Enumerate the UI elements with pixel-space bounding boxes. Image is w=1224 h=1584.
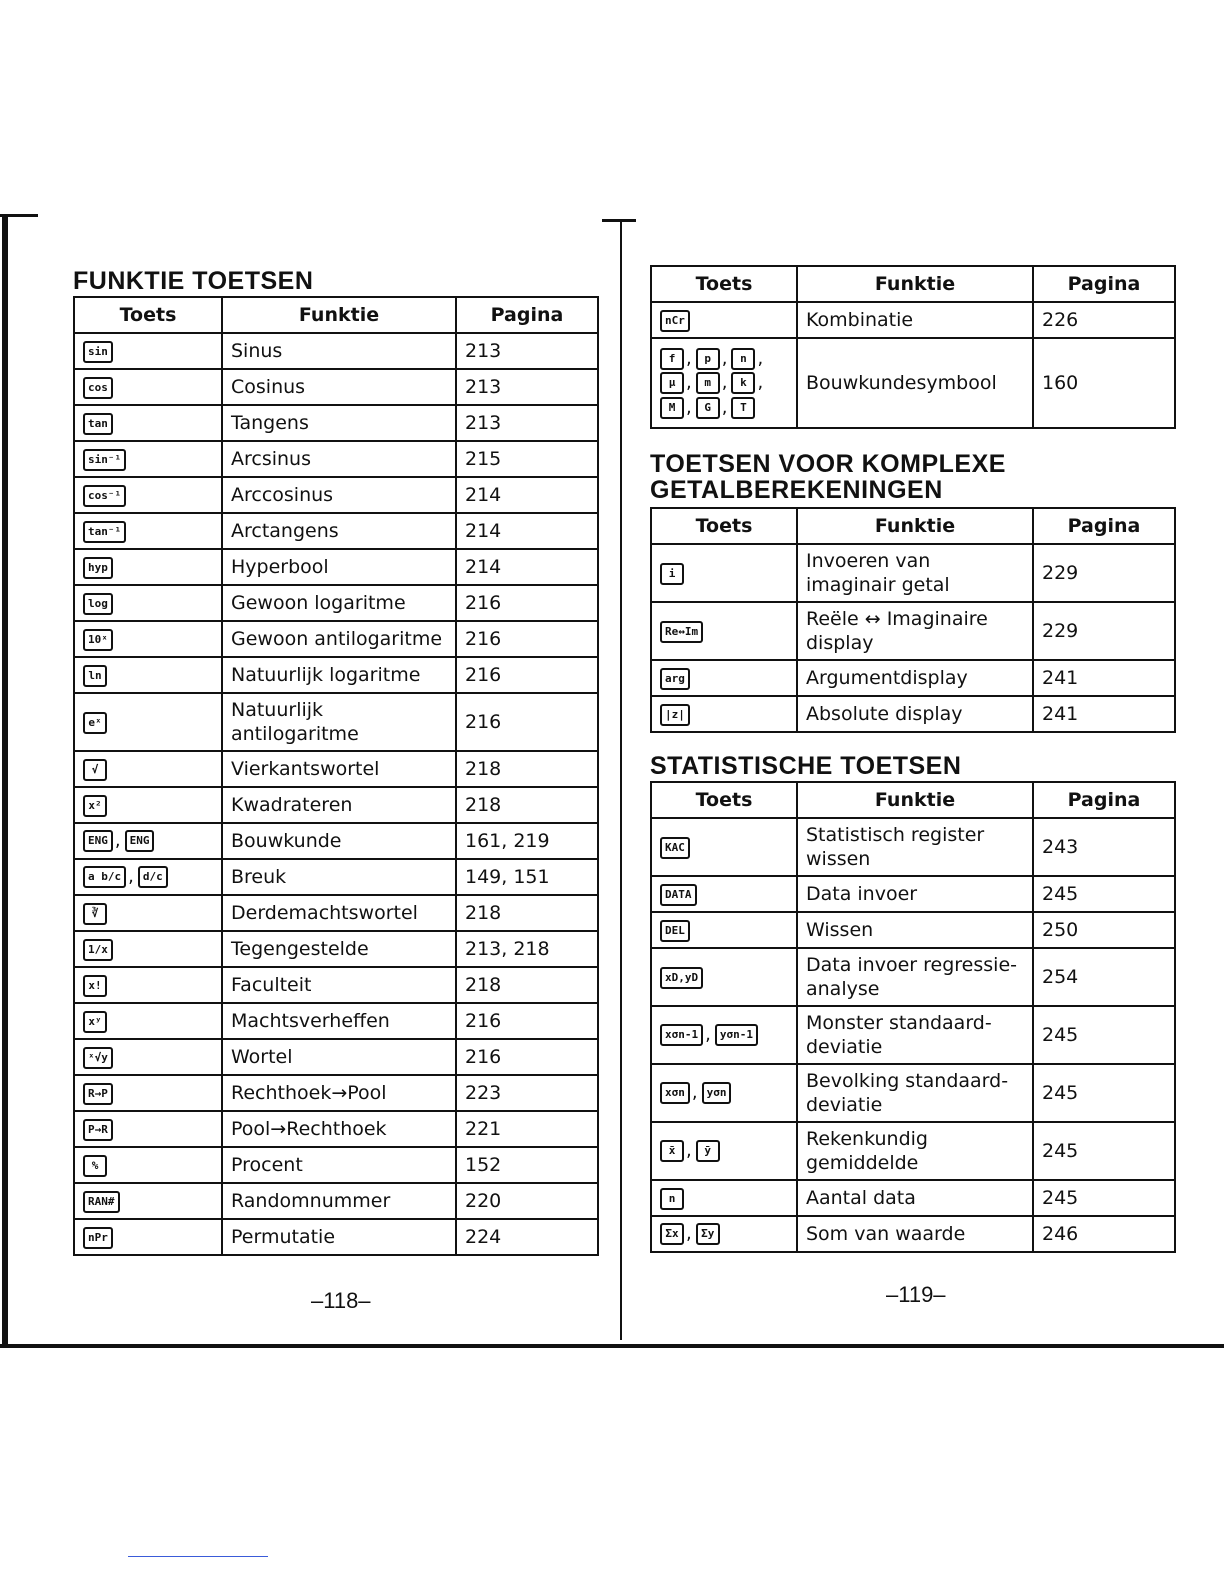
toets-cell xyxy=(651,602,797,660)
center-top-mark xyxy=(602,219,636,222)
calculator-key-icon: n xyxy=(731,348,755,370)
pagina-cell: 213 xyxy=(456,369,598,405)
funktie-cell: Permutatie xyxy=(222,1219,456,1255)
table-row xyxy=(651,302,1175,338)
toets-cell xyxy=(74,1219,222,1255)
funktie-cell: Faculteit xyxy=(222,967,456,1003)
toets-cell xyxy=(74,693,222,751)
funktie-cell: Kombinatie xyxy=(797,302,1033,338)
calculator-key-icon: x² xyxy=(83,795,107,817)
pagina-cell: 246 xyxy=(1033,1216,1175,1252)
toets-cell xyxy=(74,621,222,657)
pagina-cell: 214 xyxy=(456,513,598,549)
table-row xyxy=(651,1180,1175,1216)
toets-cell xyxy=(74,549,222,585)
pagina-cell: 216 xyxy=(456,657,598,693)
calculator-key-icon: hyp xyxy=(83,557,113,579)
table-row xyxy=(74,895,598,931)
table-row xyxy=(651,1216,1175,1252)
table-row xyxy=(74,931,598,967)
table-row xyxy=(74,621,598,657)
calculator-key-icon: xʸ xyxy=(83,1011,107,1033)
key-separator: , xyxy=(721,396,728,418)
funktie-cell: Bevolking standaard-deviatie xyxy=(797,1064,1033,1122)
left-page xyxy=(73,267,603,1313)
table-row xyxy=(651,660,1175,696)
pagina-cell: 229 xyxy=(1033,544,1175,602)
toets-cell xyxy=(651,696,797,732)
pagina-cell: 216 xyxy=(456,693,598,751)
toets-cell xyxy=(651,544,797,602)
toets-cell xyxy=(74,333,222,369)
toets-cell xyxy=(74,1075,222,1111)
toets-cell xyxy=(74,477,222,513)
calculator-key-icon: arg xyxy=(660,668,690,690)
bottom-edge-line xyxy=(0,1344,1224,1348)
key-separator: , xyxy=(686,372,692,394)
calculator-key-icon: p xyxy=(696,348,720,370)
table-row xyxy=(74,1075,598,1111)
key-separator: , xyxy=(686,396,692,418)
pagina-cell: 216 xyxy=(456,1039,598,1075)
pagina-cell: 245 xyxy=(1033,1122,1175,1180)
calculator-key-icon: k xyxy=(731,372,755,394)
funktie-cell: Absolute display xyxy=(797,696,1033,732)
table-row xyxy=(74,1219,598,1255)
toets-cell xyxy=(74,369,222,405)
funktie-cell: Procent xyxy=(222,1147,456,1183)
toets-cell xyxy=(651,1064,797,1122)
pagina-cell: 241 xyxy=(1033,660,1175,696)
calculator-key-icon: Re↔Im xyxy=(660,621,703,643)
calculator-key-icon: yσn xyxy=(702,1082,732,1104)
pagina-cell: 245 xyxy=(1033,1006,1175,1064)
section-title-komplexe xyxy=(650,451,1178,503)
funktie-cell: Vierkantswortel xyxy=(222,751,456,787)
table-row xyxy=(651,912,1175,948)
header-funktie: Funktie xyxy=(222,297,456,333)
right-page xyxy=(650,265,1178,1307)
key-separator: , xyxy=(686,347,692,369)
calculator-key-icon: xσn-1 xyxy=(660,1024,703,1046)
calculator-key-icon: G xyxy=(696,397,720,419)
calculator-key-icon: xD,yD xyxy=(660,967,703,989)
funktie-cell: Statistisch register wissen xyxy=(797,818,1033,876)
table-row xyxy=(651,696,1175,732)
funktie-cell: Tegengestelde xyxy=(222,931,456,967)
key-separator: , xyxy=(705,1024,711,1046)
table-row xyxy=(74,859,598,895)
toets-cell xyxy=(651,1216,797,1252)
table-row xyxy=(651,544,1175,602)
table-row xyxy=(651,1006,1175,1064)
pagina-cell: 245 xyxy=(1033,1180,1175,1216)
toets-cell xyxy=(74,1111,222,1147)
funktie-cell: Derdemachtswortel xyxy=(222,895,456,931)
toets-cell xyxy=(74,787,222,823)
pagina-cell: 213 xyxy=(456,405,598,441)
funktie-cell: Hyperbool xyxy=(222,549,456,585)
calculator-key-icon: sin⁻¹ xyxy=(83,449,126,471)
table-row xyxy=(74,405,598,441)
pagina-cell: 241 xyxy=(1033,696,1175,732)
pagina-cell: 218 xyxy=(456,751,598,787)
calculator-key-icon: eˣ xyxy=(83,712,107,734)
table-row xyxy=(74,751,598,787)
spine-line xyxy=(620,220,622,1340)
toets-cell xyxy=(74,513,222,549)
toets-cell xyxy=(74,1147,222,1183)
funktie-cell: Arctangens xyxy=(222,513,456,549)
toets-cell xyxy=(651,302,797,338)
pagina-cell: 245 xyxy=(1033,1064,1175,1122)
toets-cell xyxy=(651,1180,797,1216)
key-separator: , xyxy=(757,347,764,369)
funktie-cell: Arcsinus xyxy=(222,441,456,477)
funktie-cell: Arccosinus xyxy=(222,477,456,513)
pagina-cell: 216 xyxy=(456,1003,598,1039)
table-row xyxy=(74,333,598,369)
section-title-statistische: STATISTISCHE TOETSEN xyxy=(650,752,962,780)
calculator-key-icon: yσn-1 xyxy=(715,1024,758,1046)
footer-link-line xyxy=(128,1556,268,1557)
pagina-cell: 213 xyxy=(456,333,598,369)
calculator-key-icon: ENG xyxy=(125,830,155,852)
komplexe-table xyxy=(650,507,1176,733)
header-pagina: Pagina xyxy=(1033,266,1175,302)
calculator-key-icon: ∛ xyxy=(83,903,107,925)
table-row xyxy=(74,477,598,513)
calculator-key-icon: log xyxy=(83,593,113,615)
calculator-key-icon: 10ˣ xyxy=(83,629,113,651)
toets-cell xyxy=(651,338,797,428)
calculator-key-icon: P→R xyxy=(83,1119,113,1141)
statistische-table xyxy=(650,781,1176,1253)
funktie-cell: Bouwkunde xyxy=(222,823,456,859)
calculator-key-icon: ENG xyxy=(83,830,113,852)
calculator-key-icon: |z| xyxy=(660,704,690,726)
calculator-key-icon: d/c xyxy=(138,866,168,888)
pagina-cell: 226 xyxy=(1033,302,1175,338)
funktie-cell: Wissen xyxy=(797,912,1033,948)
funktie-cell: Wortel xyxy=(222,1039,456,1075)
table-row xyxy=(651,602,1175,660)
calculator-key-icon: R→P xyxy=(83,1083,113,1105)
pagina-cell: 224 xyxy=(456,1219,598,1255)
pagina-cell: 149, 151 xyxy=(456,859,598,895)
funktie-toetsen-table xyxy=(73,296,599,1256)
funktie-cell: Som van waarde xyxy=(797,1216,1033,1252)
key-separator: , xyxy=(721,347,728,369)
table-row xyxy=(74,787,598,823)
pagina-cell: 218 xyxy=(456,895,598,931)
calculator-key-icon: a b/c xyxy=(83,866,126,888)
calculator-key-icon: Σy xyxy=(696,1223,720,1245)
pagina-cell: 160 xyxy=(1033,338,1175,428)
funktie-cell: Rekenkundig gemiddelde xyxy=(797,1122,1033,1180)
kombinatie-table xyxy=(650,265,1176,429)
toets-cell xyxy=(651,1122,797,1180)
pagina-cell: 221 xyxy=(456,1111,598,1147)
toets-cell xyxy=(74,931,222,967)
funktie-cell: Sinus xyxy=(222,333,456,369)
pagina-cell: 229 xyxy=(1033,602,1175,660)
funktie-cell: Rechthoek→Pool xyxy=(222,1075,456,1111)
funktie-cell: Bouwkundesymbool xyxy=(797,338,1033,428)
pagina-cell: 218 xyxy=(456,967,598,1003)
funktie-cell: Cosinus xyxy=(222,369,456,405)
calculator-key-icon: m xyxy=(696,372,720,394)
calculator-key-icon: Σx xyxy=(660,1223,684,1245)
toets-cell xyxy=(74,441,222,477)
funktie-cell: Natuurlijk logaritme xyxy=(222,657,456,693)
table-row xyxy=(74,441,598,477)
table-row xyxy=(651,818,1175,876)
calculator-key-icon: DATA xyxy=(660,884,697,906)
table-row xyxy=(74,1147,598,1183)
table-row xyxy=(74,693,598,751)
page-number-right: –119– xyxy=(886,1282,946,1307)
toets-cell xyxy=(74,823,222,859)
toets-cell xyxy=(74,895,222,931)
funktie-cell: Invoeren van imaginair getal xyxy=(797,544,1033,602)
pagina-cell: 214 xyxy=(456,477,598,513)
pagina-cell: 216 xyxy=(456,585,598,621)
toets-cell xyxy=(74,405,222,441)
calculator-key-icon: M xyxy=(660,397,684,419)
table-row xyxy=(74,1111,598,1147)
calculator-key-icon: n xyxy=(660,1188,684,1210)
calculator-key-icon: x! xyxy=(83,975,107,997)
calculator-key-icon: DEL xyxy=(660,920,690,942)
table-row xyxy=(74,513,598,549)
toets-cell xyxy=(74,1039,222,1075)
pagina-cell: 250 xyxy=(1033,912,1175,948)
calculator-key-icon: ˣ√y xyxy=(83,1047,113,1069)
header-toets: Toets xyxy=(651,782,797,818)
section-title-line2: GETALBEREKENINGEN xyxy=(650,476,943,504)
pagina-cell: 215 xyxy=(456,441,598,477)
funktie-cell: Monster standaard-deviatie xyxy=(797,1006,1033,1064)
table-row xyxy=(74,585,598,621)
key-separator: , xyxy=(128,866,134,888)
funktie-cell: Data invoer xyxy=(797,876,1033,912)
calculator-key-icon: 1/x xyxy=(83,939,113,961)
table-row xyxy=(74,1039,598,1075)
key-separator: , xyxy=(721,372,728,394)
table-row xyxy=(74,549,598,585)
toets-cell xyxy=(74,1183,222,1219)
toets-cell xyxy=(651,912,797,948)
calculator-key-icon: ln xyxy=(83,665,107,687)
funktie-cell: Reële ↔ Imaginaire display xyxy=(797,602,1033,660)
header-pagina: Pagina xyxy=(456,297,598,333)
toets-cell xyxy=(74,657,222,693)
table-header-row xyxy=(651,266,1175,302)
toets-cell xyxy=(74,1003,222,1039)
pagina-cell: 254 xyxy=(1033,948,1175,1006)
toets-cell xyxy=(74,751,222,787)
table-row xyxy=(651,948,1175,1006)
funktie-cell: Pool→Rechthoek xyxy=(222,1111,456,1147)
calculator-key-icon: KAC xyxy=(660,837,690,859)
funktie-cell: Gewoon logaritme xyxy=(222,585,456,621)
funktie-cell: Breuk xyxy=(222,859,456,895)
pagina-cell: 243 xyxy=(1033,818,1175,876)
calculator-key-icon: nPr xyxy=(83,1227,113,1249)
table-row xyxy=(74,369,598,405)
header-funktie: Funktie xyxy=(797,782,1033,818)
toets-cell xyxy=(651,1006,797,1064)
table-header-row xyxy=(651,782,1175,818)
table-row xyxy=(74,1183,598,1219)
header-funktie: Funktie xyxy=(797,266,1033,302)
calculator-key-icon: cos⁻¹ xyxy=(83,485,126,507)
toets-cell xyxy=(651,660,797,696)
key-separator: , xyxy=(686,1140,692,1162)
toets-cell xyxy=(651,948,797,1006)
table-row xyxy=(74,1003,598,1039)
table-row xyxy=(651,1122,1175,1180)
calculator-key-icon: √ xyxy=(83,759,107,781)
key-separator: , xyxy=(757,372,764,394)
funktie-cell: Natuurlijk antilogaritme xyxy=(222,693,456,751)
key-separator: , xyxy=(691,1082,698,1104)
pagina-cell: 218 xyxy=(456,787,598,823)
calculator-key-icon: nCr xyxy=(660,310,690,332)
pagina-cell: 223 xyxy=(456,1075,598,1111)
calculator-key-icon: cos xyxy=(83,377,113,399)
pagina-cell: 245 xyxy=(1033,876,1175,912)
header-toets: Toets xyxy=(651,508,797,544)
toets-cell xyxy=(74,967,222,1003)
header-toets: Toets xyxy=(651,266,797,302)
table-row xyxy=(74,823,598,859)
section-title-line1: TOETSEN VOOR KOMPLEXE xyxy=(650,450,1006,478)
calculator-key-icon: tan⁻¹ xyxy=(83,521,126,543)
pagina-cell: 213, 218 xyxy=(456,931,598,967)
table-header-row xyxy=(651,508,1175,544)
calculator-key-icon: sin xyxy=(83,341,113,363)
funktie-cell: Gewoon antilogaritme xyxy=(222,621,456,657)
toets-cell xyxy=(651,876,797,912)
funktie-cell: Tangens xyxy=(222,405,456,441)
calculator-key-icon: RAN# xyxy=(83,1191,120,1213)
table-header-row xyxy=(74,297,598,333)
toets-cell xyxy=(74,859,222,895)
pagina-cell: 152 xyxy=(456,1147,598,1183)
calculator-key-icon: μ xyxy=(660,372,684,394)
page-number-left: –118– xyxy=(311,1288,371,1313)
funktie-cell: Kwadrateren xyxy=(222,787,456,823)
calculator-key-icon: ȳ xyxy=(696,1140,720,1162)
calculator-key-icon: % xyxy=(83,1155,107,1177)
funktie-cell: Randomnummer xyxy=(222,1183,456,1219)
table-row xyxy=(74,657,598,693)
pagina-cell: 161, 219 xyxy=(456,823,598,859)
funktie-cell: Argumentdisplay xyxy=(797,660,1033,696)
left-page-edge xyxy=(2,214,8,1344)
header-pagina: Pagina xyxy=(1033,782,1175,818)
table-row xyxy=(651,338,1175,428)
calculator-key-icon: T xyxy=(731,397,755,419)
table-row xyxy=(74,967,598,1003)
table-row xyxy=(651,1064,1175,1122)
funktie-cell: Machtsverheffen xyxy=(222,1003,456,1039)
toets-cell xyxy=(651,818,797,876)
funktie-cell: Aantal data xyxy=(797,1180,1033,1216)
section-title-funktie-toetsen: FUNKTIE TOETSEN xyxy=(73,267,314,295)
calculator-key-icon: x̄ xyxy=(660,1140,684,1162)
funktie-cell: Data invoer regressie-analyse xyxy=(797,948,1033,1006)
calculator-key-icon: tan xyxy=(83,413,113,435)
table-row xyxy=(651,876,1175,912)
toets-cell xyxy=(74,585,222,621)
header-toets: Toets xyxy=(74,297,222,333)
header-funktie: Funktie xyxy=(797,508,1033,544)
calculator-key-icon: f xyxy=(660,348,684,370)
key-separator: , xyxy=(114,830,121,852)
key-separator: , xyxy=(686,1223,692,1245)
header-pagina: Pagina xyxy=(1033,508,1175,544)
calculator-key-icon: xσn xyxy=(660,1082,690,1104)
pagina-cell: 220 xyxy=(456,1183,598,1219)
pagina-cell: 216 xyxy=(456,621,598,657)
pagina-cell: 214 xyxy=(456,549,598,585)
calculator-key-icon: i xyxy=(660,563,684,585)
